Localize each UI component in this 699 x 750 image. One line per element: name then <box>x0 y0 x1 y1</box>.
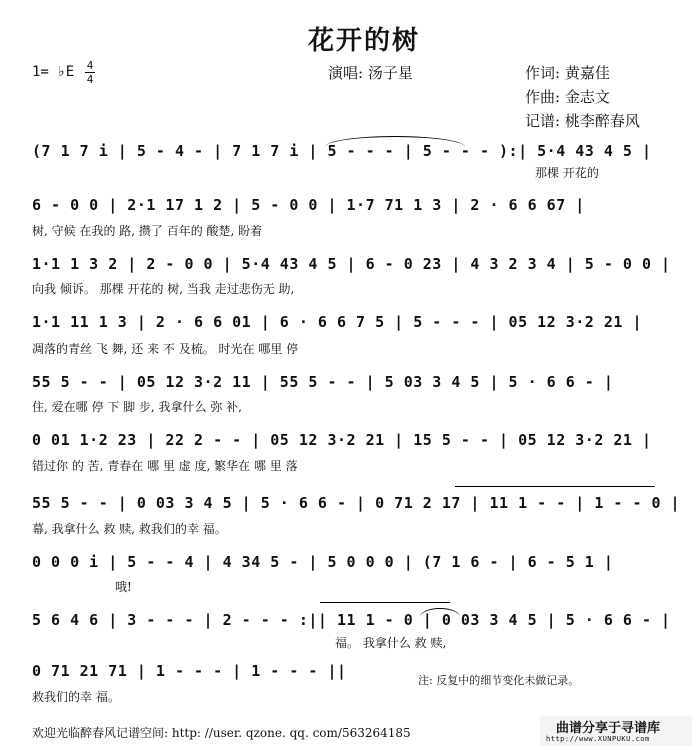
transcriber-credit: 记谱: 桃李醉春风 <box>525 112 640 130</box>
slur-mark <box>420 608 460 617</box>
notation-row-7: 55 5 - - | 0 03 3 4 5 | 5 · 6 6 - | 0 71 2 17 | 11 1 - - | 1 - - 0 | <box>32 494 681 512</box>
lyrics-row-4: 凋落的青丝 飞 舞, 还 来 不 及梳。 时光在 哪里 停 <box>32 342 299 356</box>
notation-row-8: 0 0 0 i | 5 - - 4 | 4 34 5 - | 5 0 0 0 | (7 1 6 - | 6 - 5 1 | <box>32 553 614 571</box>
notation-row-3: 1·1 1 3 2 | 2 - 0 0 | 5·4 43 4 5 | 6 - 0 23 | 4 3 2 3 4 | 5 - 0 0 | <box>32 255 671 273</box>
composer-credit: 作曲: 金志文 <box>525 88 610 106</box>
time-signature <box>85 60 95 85</box>
slur-mark <box>325 136 465 147</box>
key-signature: 1= ♭E <box>32 64 75 80</box>
notation-row-2: 6 - 0 0 | 2·1 17 1 2 | 5 - 0 0 | 1·7 71 1 3 | 2 · 6 6 67 | <box>32 196 585 214</box>
lyrics-row-5: 住, 爱在哪 停 下 脚 步, 我拿什么 弥 补, <box>32 400 242 414</box>
volta-bracket-1 <box>455 486 655 487</box>
song-title: 花开的树 <box>308 26 421 56</box>
lyrics-row-2: 树, 守候 在我的 路, 攒了 百年的 酸楚, 盼着 <box>32 224 263 238</box>
notation-row-10: 0 71 21 71 | 1 - - - | 1 - - - || <box>32 662 347 680</box>
notation-row-5: 55 5 - - | 05 12 3·2 11 | 55 5 - - | 5 03 3 4 5 | 5 · 6 6 - | <box>32 373 614 391</box>
footer-visit-text: 欢迎光临醉春风记谱空间: http: //user. qzone. qq. com/563264185 <box>32 726 411 740</box>
notation-row-6: 0 01 1·2 23 | 22 2 - - | 05 12 3·2 21 | 15 5 - - | 05 12 3·2 21 | <box>32 431 652 449</box>
time-sig-bottom: 4 <box>86 73 94 86</box>
volta-bracket-2 <box>320 602 450 603</box>
notation-row-1: (7 1 7 i | 5 - 4 - | 7 1 7 i | 5 - - - | 5 - - - ):| 5·4 43 4 5 | <box>32 142 652 160</box>
lyrics-row-7: 幕, 我拿什么 救 赎, 救我们的幸 福。 <box>32 522 227 536</box>
transcription-note: 注: 反复中的细节变化未做记录。 <box>418 674 580 687</box>
time-sig-top: 4 <box>86 59 94 72</box>
notation-row-4: 1·1 11 1 3 | 2 · 6 6 01 | 6 · 6 6 7 5 | 5 - - - | 05 12 3·2 21 | <box>32 313 642 331</box>
lyricist-credit: 作词: 黄嘉佳 <box>525 64 610 82</box>
badge-url[interactable]: http://www.XUNPUKU.com <box>546 735 650 743</box>
singer-credit: 演唱: 汤子星 <box>328 64 413 82</box>
site-badge[interactable] <box>540 716 692 746</box>
lyrics-row-9: 福。 我拿什么 救 赎, <box>335 636 447 650</box>
lyrics-row-3: 向我 倾诉。 那棵 开花的 树, 当我 走过悲伤无 助, <box>32 282 295 296</box>
badge-title: 曲谱分享于寻谱库 <box>556 721 661 736</box>
notation-row-9: 5 6 4 6 | 3 - - - | 2 - - - :|| 11 1 - 0 | 0 03 3 4 5 | 5 · 6 6 - | <box>32 611 671 629</box>
lyrics-row-1: 那棵 开花的 <box>535 166 599 180</box>
lyrics-row-6: 错过你 的 苦, 青春在 哪 里 虚 度, 繁华在 哪 里 落 <box>32 459 298 473</box>
lyrics-row-10: 救我们的幸 福。 <box>32 690 120 704</box>
lyrics-row-8: 哦! <box>115 580 132 594</box>
